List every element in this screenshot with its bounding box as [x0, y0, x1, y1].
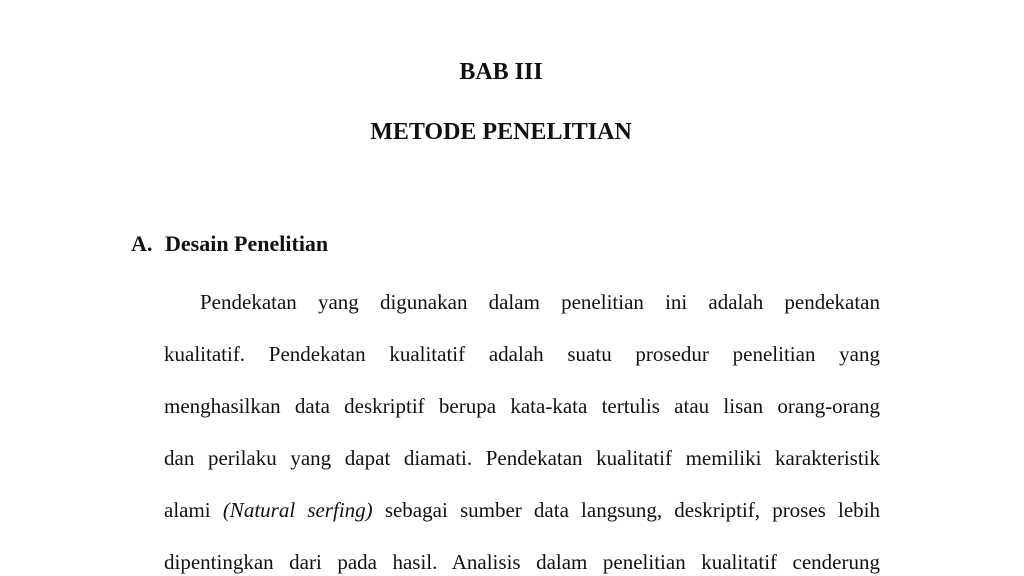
- paragraph-line: dipentingkan dari pada hasil. Analisis dalam penelitian kualitatif cenderung: [164, 550, 880, 574]
- section-title: Desain Penelitian: [165, 231, 329, 256]
- line-text: alami: [164, 498, 223, 522]
- line-text: sebagai sumber data langsung, deskriptif, proses lebih: [372, 498, 880, 522]
- paragraph-line: Pendekatan yang digunakan dalam penelitian ini adalah pendekatan: [200, 290, 880, 314]
- paragraph-line: dan perilaku yang dapat diamati. Pendekatan kualitatif memiliki karakteristik: [164, 446, 880, 470]
- chapter-number: BAB III: [459, 59, 543, 85]
- section-heading: [131, 233, 328, 255]
- paragraph-line: kualitatif. Pendekatan kualitatif adalah suatu prosedur penelitian yang: [164, 342, 880, 366]
- italic-term: (Natural serfing): [222, 498, 373, 522]
- body-paragraph: [164, 280, 880, 576]
- chapter-title: METODE PENELITIAN: [370, 119, 632, 145]
- section-letter: A.: [131, 231, 153, 256]
- paragraph-line: [164, 488, 880, 540]
- paragraph-line: menghasilkan data deskriptif berupa kata-kata tertulis atau lisan orang-orang: [164, 394, 880, 418]
